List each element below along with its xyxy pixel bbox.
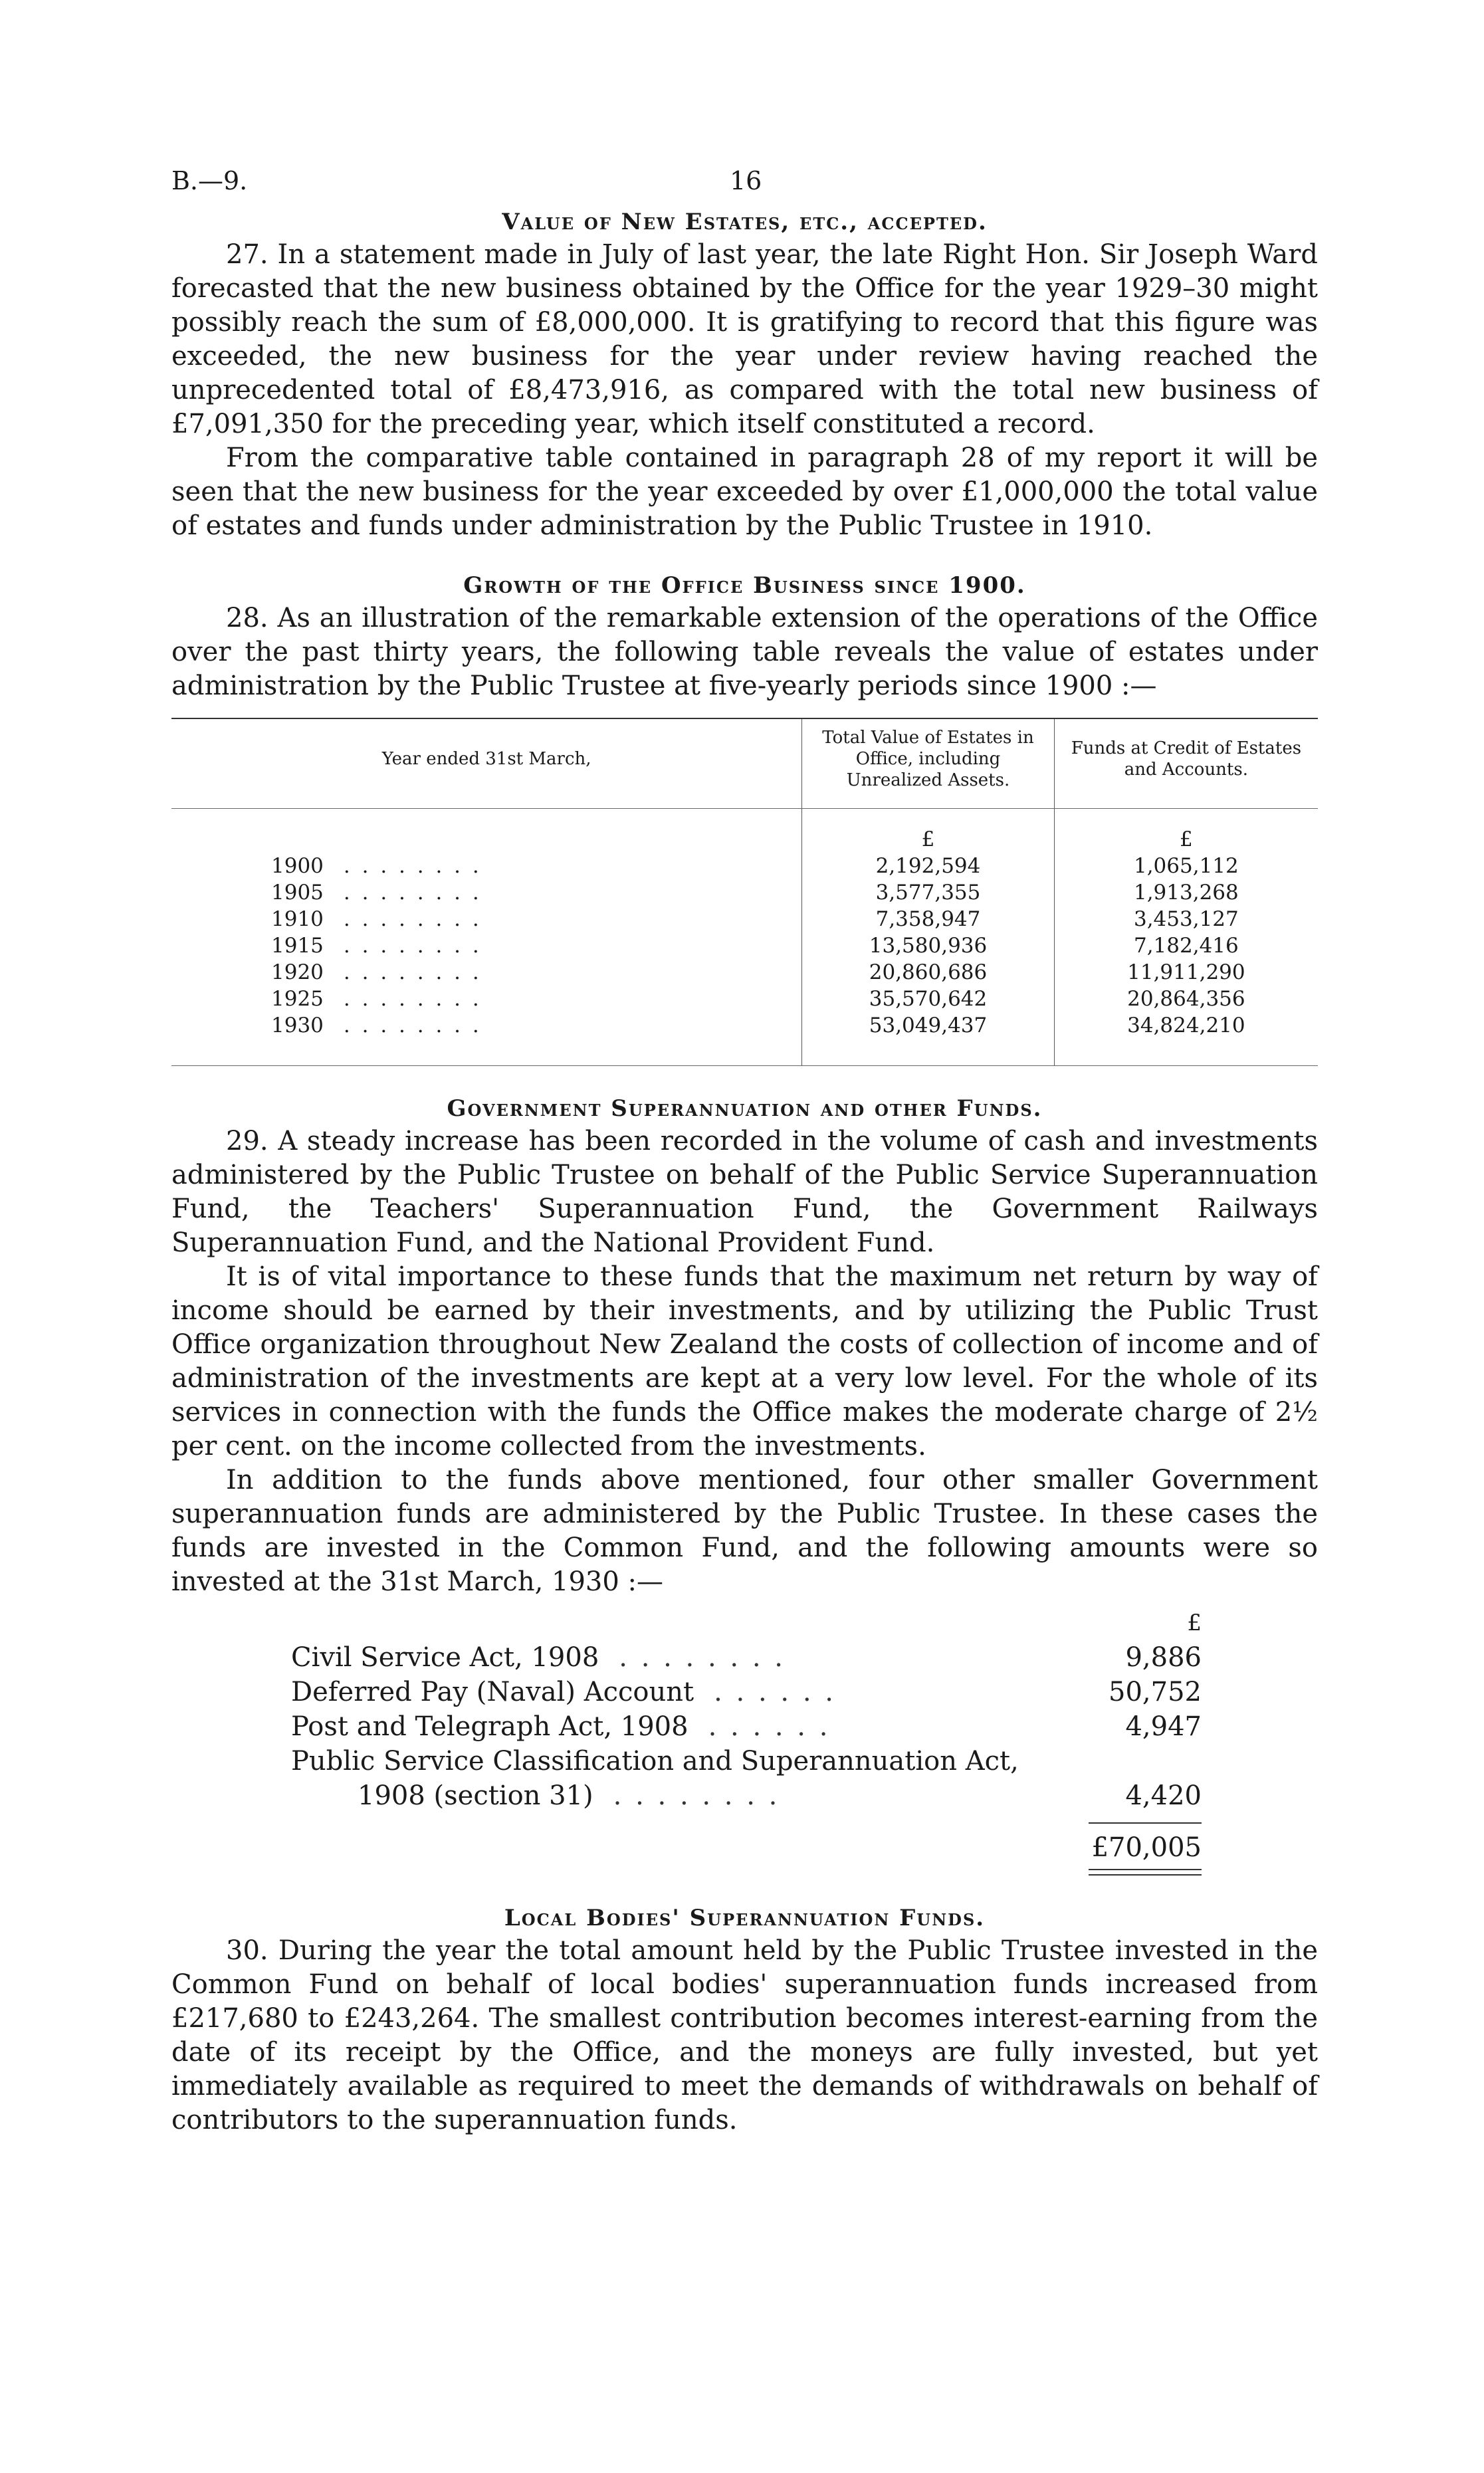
cell-total-value: 35,570,642 — [802, 986, 1055, 1012]
dot-leader: . . . . . . . . — [343, 907, 482, 931]
section-29-heading: Government Superannuation and other Funds. — [447, 1095, 1043, 1122]
table-row — [171, 932, 1318, 959]
fund-item — [291, 1675, 1202, 1709]
cell-total-value: 3,577,355 — [802, 879, 1055, 906]
cell-funds: 34,824,210 — [1054, 1012, 1318, 1066]
cell-total-value: 53,049,437 — [802, 1012, 1055, 1066]
dot-leader: . . . . . . — [714, 1677, 836, 1707]
cell-funds: 7,182,416 — [1054, 932, 1318, 959]
dot-leader: . . . . . . . . — [343, 960, 482, 984]
double-rule — [1089, 1869, 1202, 1876]
fund-amount: 4,420 — [1125, 1780, 1202, 1811]
paragraph-27-continued: From the comparative table contained in paragraph 28 of my report it will be seen that the new business for the year exceeded by over £1,000,000 the total value of estates and funds under administration by the Public Trustee in 1910. — [171, 443, 1318, 541]
section-30-heading: Local Bodies' Superannuation Funds. — [504, 1905, 986, 1931]
table-row — [171, 959, 1318, 986]
funds-list — [291, 1606, 1202, 1876]
cell-funds: 1,065,112 — [1054, 853, 1318, 879]
table-row — [171, 986, 1318, 1012]
funds-unit: £ — [1187, 1610, 1202, 1636]
fund-item — [291, 1778, 1202, 1813]
funds-total: £70,005 — [1089, 1822, 1202, 1865]
paragraph-30: 30. During the year the total amount held by the Public Trustee invested in the Common Fund on behalf of local bodies' superannuation funds increased from £217,680 to £243,264. The smallest contribution becomes interest-earning from the date of its receipt by the Office, and the moneys are fully invested, but yet immediately available as required to meet the demands of withdrawals on behalf of contributors to the superannuation funds. — [171, 1935, 1318, 2135]
cell-year: 1930 . . . . . . . . — [171, 1012, 802, 1066]
fund-label: Civil Service Act, 1908 — [291, 1642, 599, 1673]
paragraph-29-continued: It is of vital importance to these funds that the maximum net return by way of income should be earned by their investments, and by utilizing the Public Trust Office organization throughout New Zealand the costs of collection of income and of administration of the investments are kept at a very low level. For the whole of its services in connection with the funds the Office makes the moderate charge of 2½ per cent. on the income collected from the investments. — [171, 1261, 1318, 1461]
fund-amount: 9,886 — [1125, 1642, 1202, 1673]
dot-leader: . . . . . . . . — [343, 934, 482, 958]
fund-label: Post and Telegraph Act, 1908 — [291, 1711, 689, 1742]
unit-funds: £ — [1054, 809, 1318, 853]
unit-total: £ — [802, 809, 1055, 853]
cell-funds: 11,911,290 — [1054, 959, 1318, 986]
section-27-heading: Value of New Estates, etc., accepted. — [502, 209, 988, 235]
fund-item — [291, 1640, 1202, 1675]
column-header-funds: Funds at Credit of Estates and Accounts. — [1054, 718, 1318, 809]
document-page — [171, 166, 1318, 2137]
fund-label: Deferred Pay (Naval) Account — [291, 1677, 694, 1707]
table-row — [171, 1012, 1318, 1066]
fund-label: Public Service Classification and Superannuation Act, — [291, 1746, 1019, 1776]
fund-item — [291, 1709, 1202, 1744]
page-number: 16 — [730, 166, 762, 195]
estates-table — [171, 718, 1318, 1066]
dot-leader: . . . . . . . . — [619, 1642, 786, 1673]
paragraph-29-funds-intro: In addition to the funds above mentioned, four other smaller Government superannuation funds are administered by the Public Trustee. In these cases the funds are invested in the Common Fund, and the following amounts were so invested at the 31st March, 1930 :— — [171, 1465, 1318, 1597]
cell-funds: 3,453,127 — [1054, 906, 1318, 932]
fund-amount — [1089, 1744, 1202, 1778]
cell-year: 1905 . . . . . . . . — [271, 881, 482, 905]
cell-year: 1915 . . . . . . . . — [271, 934, 482, 958]
dot-leader: . . . . . . . . — [343, 1014, 482, 1037]
section-28-heading: Growth of the Office Business since 1900. — [463, 572, 1026, 599]
cell-total-value: 20,860,686 — [802, 959, 1055, 986]
table-unit-row — [171, 809, 1318, 853]
dot-leader: . . . . . . — [708, 1711, 831, 1742]
dot-leader — [1019, 1746, 1039, 1776]
dot-leader: . . . . . . . . — [613, 1780, 780, 1811]
page-header — [171, 166, 1318, 206]
cell-year: 1910 . . . . . . . . — [271, 907, 482, 931]
fund-amount: 50,752 — [1109, 1677, 1202, 1707]
cell-year: 1900 . . . . . . . . — [271, 854, 482, 878]
paragraph-29: 29. A steady increase has been recorded in the volume of cash and investments administered by the Public Trustee on behalf of the Public Service Superannuation Fund, the Teachers' Superannuation Fund, the Government Railways Superannuation Fund, and the National Provident Fund. — [171, 1126, 1318, 1258]
fund-amount: 4,947 — [1125, 1711, 1202, 1742]
cell-total-value: 2,192,594 — [802, 853, 1055, 879]
cell-total-value: 7,358,947 — [802, 906, 1055, 932]
dot-leader: . . . . . . . . — [343, 881, 482, 905]
table-row — [171, 853, 1318, 879]
cell-year: 1920 . . . . . . . . — [271, 960, 482, 984]
table-header-row — [171, 718, 1318, 809]
column-header-total-value: Total Value of Estates in Office, including Unrealized Assets. — [802, 718, 1055, 809]
cell-total-value: 13,580,936 — [802, 932, 1055, 959]
table-row — [171, 906, 1318, 932]
cell-funds: 20,864,356 — [1054, 986, 1318, 1012]
column-header-year: Year ended 31st March, — [171, 718, 802, 809]
paragraph-28: 28. As an illustration of the remarkable extension of the operations of the Office over the past thirty years, the following table reveals the value of estates under administration by the Public Trustee at five-yearly periods since 1900 :— — [171, 603, 1318, 701]
cell-year: 1925 . . . . . . . . — [271, 987, 482, 1011]
dot-leader: . . . . . . . . — [343, 987, 482, 1011]
cell-funds: 1,913,268 — [1054, 879, 1318, 906]
table-row — [171, 879, 1318, 906]
paragraph-27: 27. In a statement made in July of last year, the late Right Hon. Sir Joseph Ward forecasted that the new business obtained by the Office for the year 1929–30 might possibly reach the sum of £8,000,000. It is gratifying to record that this figure was exceeded, the new business for the year under review having reached the unprecedented total of £8,473,916, as compared with the total new business of £7,091,350 for the preceding year, which itself constituted a record. — [171, 239, 1318, 439]
dot-leader: . . . . . . . . — [343, 854, 482, 878]
fund-label: 1908 (section 31) — [358, 1780, 593, 1811]
fund-item — [291, 1744, 1202, 1778]
document-reference: B.—9. — [171, 166, 248, 195]
